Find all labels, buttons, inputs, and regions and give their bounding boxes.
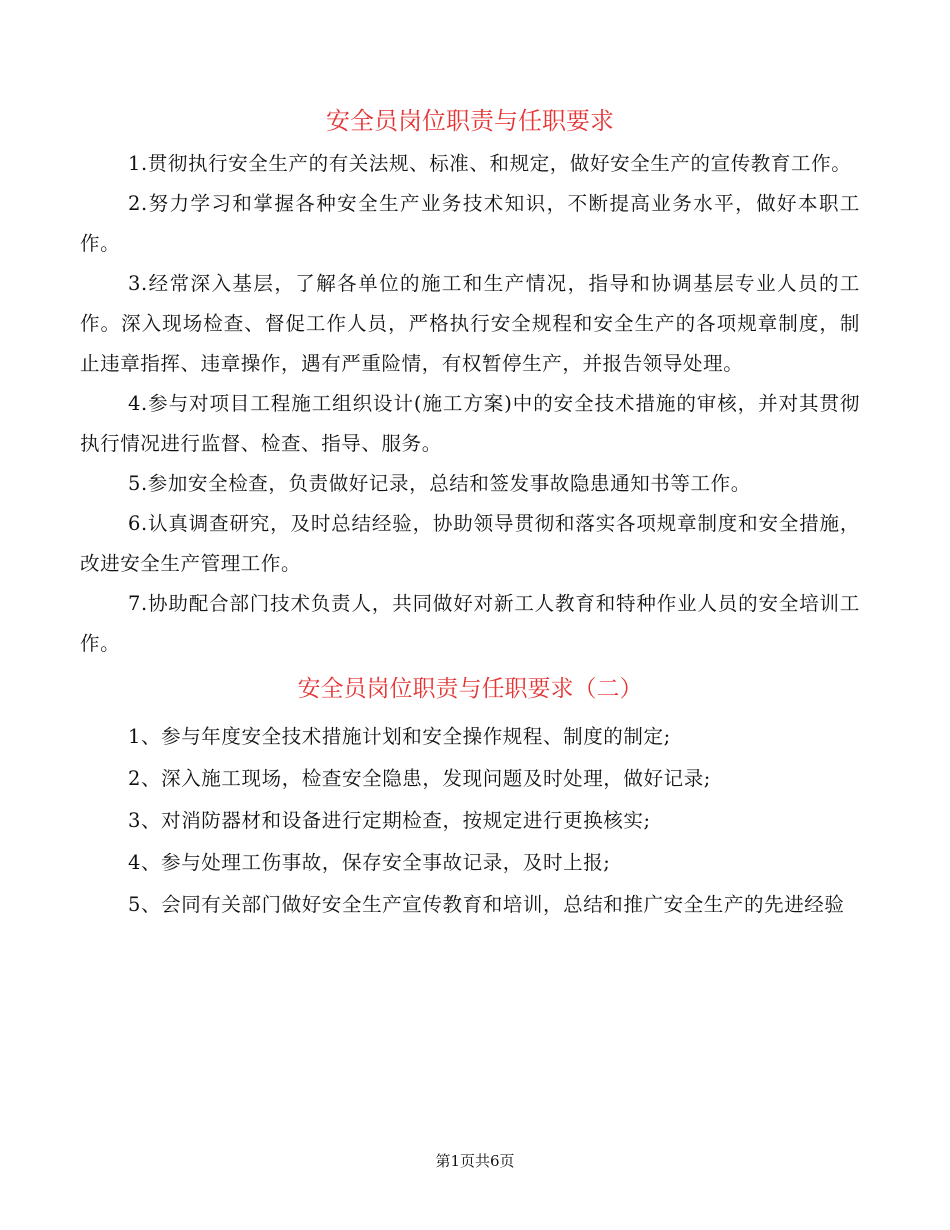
section-1-item-6: 6.认真调查研究，及时总结经验，协助领导贯彻和落实各项规章制度和安全措施，改进安全生产管理工作。: [80, 512, 860, 575]
section-2-list: [80, 716, 860, 926]
section-1-item-3: 3.经常深入基层，了解各单位的施工和生产情况，指导和协调基层专业人员的工作。深入现场检查、督促工作人员，严格执行安全规程和安全生产的各项规章制度，制止违章指挥、违章操作，遇有严重险情，有权暂停生产，并报告领导处理。: [80, 272, 860, 375]
section-1-item-7: 7.协助配合部门技术负责人，共同做好对新工人教育和特种作业人员的安全培训工作。: [80, 592, 860, 655]
section-2-item-3: 3、对消防器材和设备进行定期检查，按规定进行更换核实;: [128, 809, 651, 832]
section-1-item-5: 5.参加安全检查，负责做好记录，总结和签发事故隐患通知书等工作。: [128, 472, 751, 495]
section-2-item-4: 4、参与处理工伤事故，保存安全事故记录，及时上报;: [128, 851, 611, 874]
section-2-item-5: 5、会同有关部门做好安全生产宣传教育和培训，总结和推广安全生产的先进经验: [128, 893, 845, 916]
section-1-list: [80, 144, 860, 664]
section-2-title: 安全员岗位职责与任职要求（二）: [297, 676, 643, 702]
section-2-item-2: 2、深入施工现场，检查安全隐患，发现问题及时处理，做好记录;: [128, 767, 711, 790]
section-1-item-4: 4.参与对项目工程施工组织设计(施工方案)中的安全技术措施的审核，并对其贯彻执行情况进行监督、检查、指导、服务。: [80, 392, 860, 455]
document-content: [80, 98, 860, 926]
page-number-footer: 第1页共6页: [435, 1152, 515, 1170]
section-1-item-2: 2.努力学习和掌握各种安全生产业务技术知识，不断提高业务水平，做好本职工作。: [80, 192, 860, 255]
section-1-item-1: 1.贯彻执行安全生产的有关法规、标准、和规定，做好安全生产的宣传教育工作。: [128, 152, 852, 175]
section-1-title: 安全员岗位职责与任职要求: [326, 107, 614, 135]
section-2-item-1: 1、参与年度安全技术措施计划和安全操作规程、制度的制定;: [128, 725, 671, 748]
